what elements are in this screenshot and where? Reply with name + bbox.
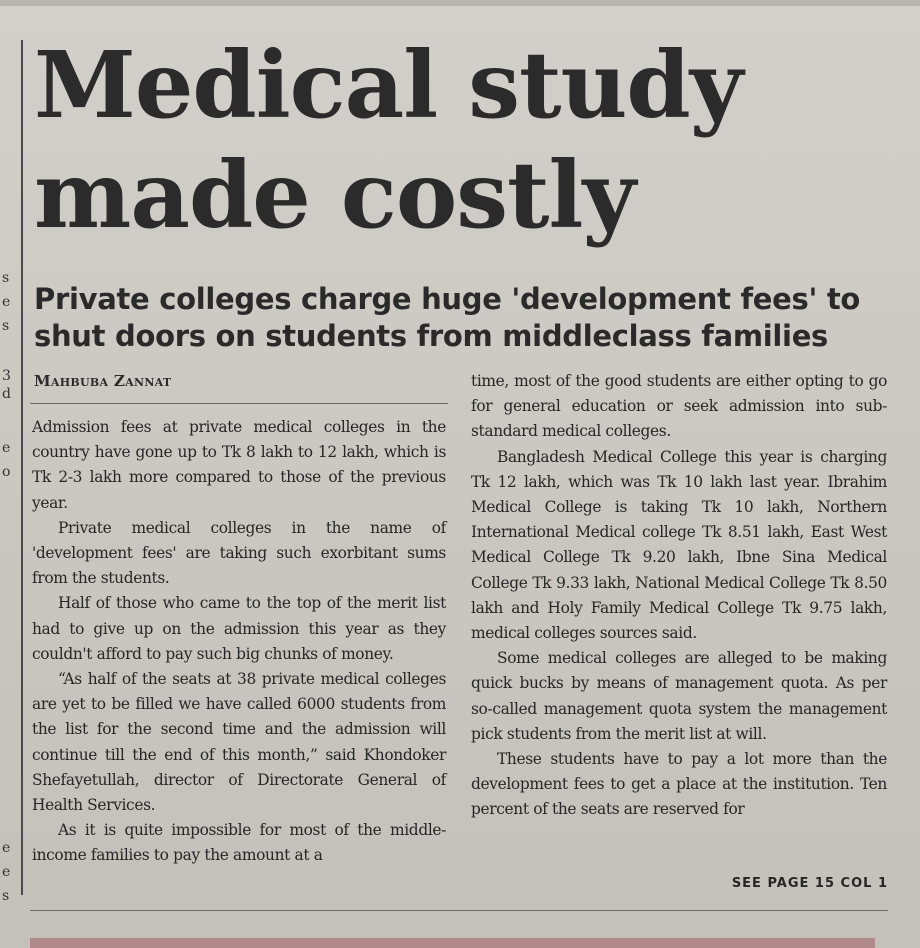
subhead-line-2: shut doors on students from middleclass families [34, 319, 829, 353]
paragraph: Some medical colleges are alleged to be making quick bucks by means of management quota. As per so-called management quota system the management pick students from the merit list at will. [471, 649, 887, 743]
fragment-letter: s [2, 888, 10, 904]
subhead-line-1: Private colleges charge huge 'development fees' to [34, 282, 861, 316]
continuation-jump: SEE PAGE 15 COL 1 [731, 876, 888, 891]
subheadline [34, 281, 914, 355]
paragraph: Half of those who came to the top of the merit list had to give up on the admission this year as they couldn't afford to pay such big chunks of money. [32, 594, 446, 663]
fragment-letter: e [2, 864, 11, 880]
fragment-letter: d [2, 386, 11, 402]
fragment-letter: o [2, 464, 11, 480]
byline-rule [30, 403, 448, 404]
fragment-letter: e [2, 840, 11, 856]
column-divider-rule [21, 40, 23, 895]
next-article-band [30, 938, 875, 948]
headline [34, 30, 914, 250]
bottom-rule [30, 910, 888, 911]
article-column-2 [471, 369, 887, 823]
byline: Mahbuba Zannat [34, 372, 172, 390]
fragment-letter: e [2, 294, 11, 310]
paragraph: “As half of the seats at 38 private medical colleges are yet to be filled we have called 6000 students from the list for the second time and the admission will continue till the end of this month,” said Khondoker Shefayetullah, director of Directorate General of Health Services. [32, 670, 446, 815]
paragraph: Private medical colleges in the name of 'development fees' are taking such exorbitant sums from the students. [32, 518, 446, 588]
fragment-letter: e [2, 440, 11, 456]
article-column-1 [32, 415, 446, 869]
adjacent-column-fragments [0, 0, 14, 948]
fragment-letter: s [2, 270, 10, 286]
top-edge-strip [0, 0, 920, 6]
fragment-letter: 3 [2, 368, 11, 384]
paragraph: Bangladesh Medical College this year is charging Tk 12 lakh, which was Tk 10 lakh last year. Ibrahim Medical College is taking Tk 10 lakh, Northern International Medical college Tk 8.51 lakh, East West Medical College Tk 9.20 lakh, Ibne Sina Medical College Tk 9.33 lakh, National Medical College Tk 8.50 lakh and Holy Family Medical College Tk 9.75 lakh, medical colleges sources said. [471, 447, 887, 643]
headline-line-1: Medical study [34, 31, 743, 139]
headline-line-2: made costly [34, 141, 635, 249]
paragraph: As it is quite impossible for most of the middle-income families to pay the amount at a [32, 821, 446, 865]
fragment-letter: s [2, 318, 10, 334]
paragraph: time, most of the good students are either opting to go for general education or seek admission into sub-standard medical colleges. [471, 372, 887, 441]
paragraph: Admission fees at private medical colleges in the country have gone up to Tk 8 lakh to 12 lakh, which is Tk 2-3 lakh more compared to those of the previous year. [32, 418, 446, 512]
paragraph: These students have to pay a lot more than the development fees to get a place at the institution. Ten percent of the seats are reserved for [471, 750, 887, 819]
